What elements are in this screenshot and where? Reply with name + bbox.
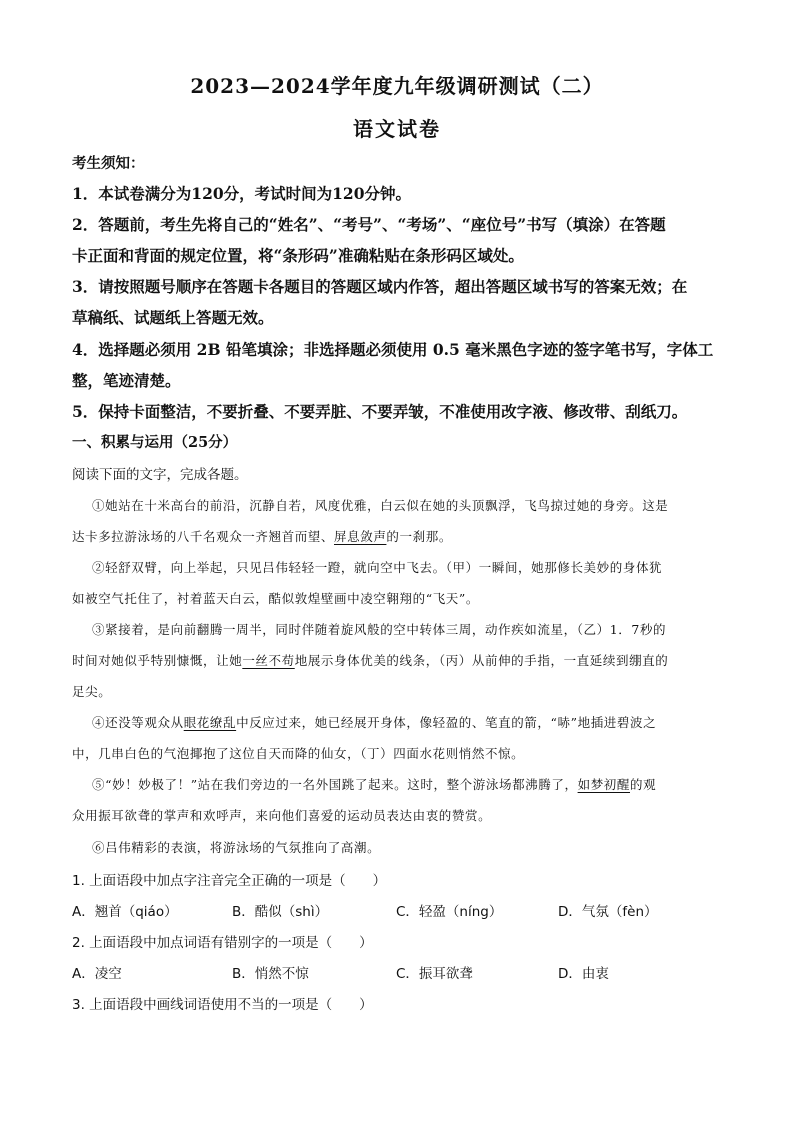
underlined-phrase: 屏息敛声: [334, 529, 387, 544]
notice-heading: 考生须知：: [72, 155, 145, 172]
question-2-option-c[interactable]: C．振耳欲聋: [396, 966, 473, 982]
passage-p2-line2: 如被空气托住了，衬着蓝天白云，酷似敦煌壁画中凌空翱翔的“飞天”。: [72, 591, 479, 606]
passage-p4-line1: ④还没等观众从眼花缭乱中反应过来，她已经展开身体，像轻盈的、笔直的箭，“哧”地插进碧波之: [92, 715, 657, 730]
passage-p5-line1: ⑤“妙！妙极了！”站在我们旁边的一名外国跳了起来。这时，整个游泳场都沸腾了，如梦初醒的观: [92, 777, 657, 792]
passage-p5-line2: 众用振耳欲聋的掌声和欢呼声，来向他们喜爱的运动员表达由衷的赞赏。: [72, 808, 492, 823]
section-instruction: 阅读下面的文字，完成各题。: [72, 467, 248, 483]
notice-rule-4: 4．选择题必须用 2B 铅笔填涂；非选择题必须使用 0.5 毫米黑色字迹的签字笔书写，字体工: [72, 340, 714, 359]
question-2-stem: 2. 上面语段中加点词语有错别字的一项是（ ）: [72, 935, 373, 951]
question-1-option-b[interactable]: B．酷似（shì）: [232, 904, 329, 920]
question-2-option-b[interactable]: B．悄然不惊: [232, 966, 309, 982]
notice-rule-3-cont: 草稿纸、试题纸上答题无效。: [72, 308, 274, 327]
notice-rule-1: 1．本试卷满分为120分，考试时间为120分钟。: [72, 184, 411, 203]
passage-p1-line1: ①她站在十米高台的前沿，沉静自若，风度优雅，白云似在她的头顶飘浮，飞鸟掠过她的身旁。这是: [92, 498, 669, 513]
passage-p1-line2: 达卡多拉游泳场的八千名观众一齐翘首而望、屏息敛声的一刹那。: [72, 529, 452, 544]
exam-title: 2023—2024学年度九年级调研测试（二）: [190, 74, 604, 98]
underlined-phrase: 眼花缭乱: [183, 715, 237, 730]
underlined-phrase: 如梦初醒: [577, 777, 630, 792]
passage-p3-line3: 足尖。: [72, 684, 112, 699]
notice-rule-2-cont: 卡正面和背面的规定位置，将“条形码”准确粘贴在条形码区域处。: [72, 246, 524, 265]
section-heading: 一、积累与运用（25分）: [72, 434, 238, 451]
passage-p6: ⑥吕伟精彩的表演，将游泳场的气氛推向了高潮。: [92, 840, 381, 855]
notice-rule-4-cont: 整，笔迹清楚。: [72, 371, 181, 390]
question-3-stem: 3. 上面语段中画线词语使用不当的一项是（ ）: [72, 997, 373, 1013]
question-2-option-d[interactable]: D．由衷: [558, 966, 609, 982]
question-2-option-a[interactable]: A．凌空: [72, 966, 122, 982]
notice-rule-3: 3．请按照题号顺序在答题卡各题目的答题区域内作答，超出答题区域书写的答案无效；在: [72, 277, 688, 296]
passage-p3-line2: 时间对她似乎特别慷慨，让她一丝不苟地展示身体优美的线条，（丙）从前伸的手指，一直延续到绷直的: [72, 653, 669, 668]
question-1-stem: 1. 上面语段中加点字注音完全正确的一项是（ ）: [72, 873, 387, 889]
exam-subtitle: 语文试卷: [353, 117, 441, 141]
passage-p4-line2: 中，几串白色的气泡揶抱了这位自天而降的仙女，（丁）四面水花则悄然不惊。: [72, 746, 525, 761]
notice-rule-2: 2．答题前，考生先将自己的“姓名”、“考号”、“考场”、“座位号”书写（填涂）在答题: [72, 215, 666, 234]
notice-rule-5: 5．保持卡面整洁，不要折叠、不要弄脏、不要弄皱，不准使用改字液、修改带、刮纸刀。: [72, 402, 688, 421]
underlined-phrase: 一丝不苟: [242, 653, 295, 668]
passage-p2-line1: ②轻舒双臂，向上举起，只见吕伟轻轻一蹬，就向空中飞去。（甲）一瞬间，她那修长美妙的身体犹: [92, 560, 663, 575]
question-1-option-c[interactable]: C．轻盈（níng）: [396, 904, 503, 920]
question-1-option-a[interactable]: A．翘首（qiáo）: [72, 904, 178, 920]
passage-p3-line1: ③紧接着，是向前翻腾一周半，同时伴随着旋风般的空中转体三周，动作疾如流星，（乙）1．7秒的: [92, 622, 667, 637]
question-1-option-d[interactable]: D．气氛（fèn）: [558, 904, 658, 920]
